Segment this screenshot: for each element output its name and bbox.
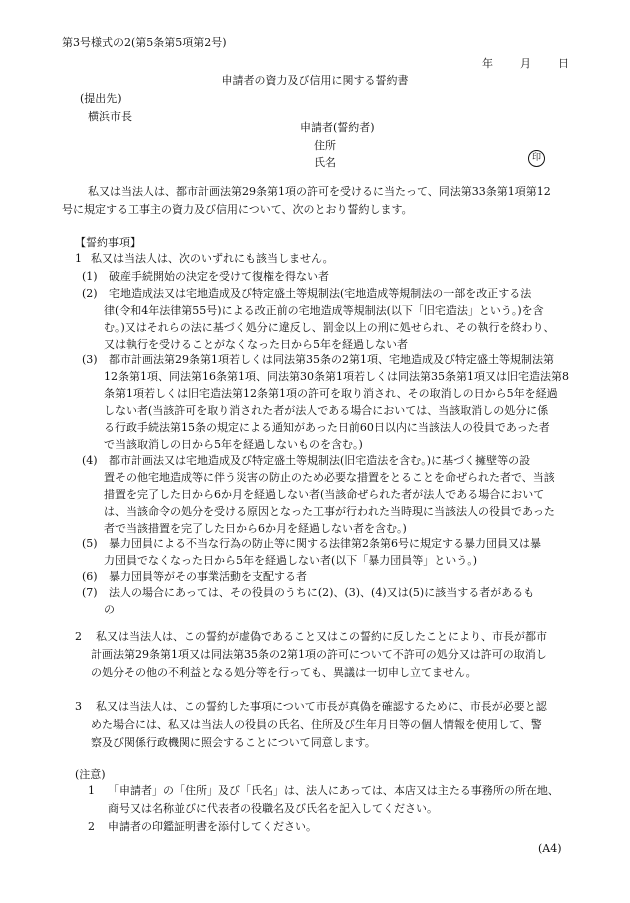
oath-item-1 bbox=[75, 250, 334, 268]
item-line: 私又は当法人は、この誓約した事項について市長が真偽を確認するために、市長が必要と認 bbox=[96, 700, 547, 713]
oath-heading: 【誓約事項】 bbox=[75, 236, 141, 249]
subitem-line: 者で当該措置を完了した日から6か月を経過しない者を含む。) bbox=[104, 522, 407, 535]
subitem-number: (2) bbox=[82, 287, 98, 300]
date-month: 月 bbox=[520, 57, 531, 70]
date-line bbox=[482, 55, 569, 71]
item-line: の処分その他の不利益となる処分等を行っても、異議は一切申し立てません。 bbox=[91, 666, 477, 679]
subitem-number: (4) bbox=[82, 454, 98, 467]
subitem-line: しない者(当該許可を取り消された者が法人である場合においては、当該取消しの処分に係 bbox=[104, 404, 549, 417]
form-number: 第3号様式の2(第5条第5項第2号) bbox=[62, 36, 227, 49]
subitem-line: 12条第1項、同法第16条第1項、同法第30条第1項若しくは同法第35条第1項又は旧宅造法第8 bbox=[104, 370, 569, 383]
submit-to-label: (提出先) bbox=[80, 92, 122, 105]
item-number: 1 bbox=[75, 252, 82, 265]
subitem-number: (6) bbox=[82, 570, 98, 583]
note-number: 1 bbox=[88, 784, 95, 797]
item-line: めた場合には、私又は当法人の役員の氏名、住所及び生年月日等の個人情報を使用して、警 bbox=[91, 718, 542, 731]
seal-mark: 印 bbox=[528, 150, 545, 167]
note-heading: (注意) bbox=[75, 768, 106, 781]
subitem-line: 暴力団員による不当な行為の防止等に関する法律第2条第6号に規定する暴力団員又は暴 bbox=[109, 537, 541, 550]
date-year: 年 bbox=[482, 57, 493, 70]
subitem-number: (3) bbox=[82, 353, 98, 366]
subitem-line: む。)又はそれらの法に基づく処分に違反し、罰金以上の刑に処せられ、その執行を終わり、 bbox=[104, 321, 555, 334]
subitem-line: 法人の場合にあっては、その役員のうちに(2)、(3)、(4)又は(5)に該当する者があるも bbox=[109, 586, 535, 599]
subitem-number: (7) bbox=[82, 586, 98, 599]
item-text: 私又は当法人は、次のいずれにも該当しません。 bbox=[91, 252, 334, 265]
submit-to-value: 横浜市長 bbox=[88, 110, 132, 123]
item-line: 私又は当法人は、この誓約が虚偽であること又はこの誓約に反したことにより、市長が都市 bbox=[96, 630, 547, 643]
paper-size: (A4) bbox=[538, 842, 562, 855]
subitem-line: 条第1項若しくは旧宅造法第12条第1項の許可を取り消され、その取消しの日から5年を経過 bbox=[104, 387, 558, 400]
intro-paragraph bbox=[62, 183, 551, 219]
subitem-number: (1) bbox=[82, 270, 98, 283]
item-line: 察及び関係行政機関に照会することについて同意します。 bbox=[91, 736, 376, 749]
date-day: 日 bbox=[558, 57, 569, 70]
subitem-line: 暴力団員等がその事業活動を支配する者 bbox=[109, 570, 307, 583]
subitem-line: 都市計画法又は宅地造成及び特定盛土等規制法(旧宅造法を含む。)に基づく擁壁等の設 bbox=[109, 454, 531, 467]
item-number: 2 bbox=[75, 630, 82, 643]
note-number: 2 bbox=[88, 820, 95, 833]
item-number: 3 bbox=[75, 700, 82, 713]
intro-line: 私又は当法人は、都市計画法第29条第1項の許可を受けるに当たって、同法第33条第1項第12 bbox=[88, 185, 551, 198]
name-label: 氏名 bbox=[314, 156, 336, 169]
subitem-line: 置その他宅地造成等に伴う災害の防止のため必要な措置をとることを命ぜられた者で、当該 bbox=[104, 471, 555, 484]
subitem-line: 律(令和4年法律第55号)による改正前の宅地造成等規制法(以下「旧宅造法」という。)を含 bbox=[104, 304, 544, 317]
note-line: 商号又は名称並びに代表者の役職名及び氏名を記入してください。 bbox=[108, 802, 438, 815]
note-line: 申請者の印鑑証明書を添付してください。 bbox=[108, 820, 317, 833]
subitem-line: 宅地造成法又は宅地造成及び特定盛土等規制法(宅地造成等規制法の一部を改正する法 bbox=[109, 287, 532, 300]
applicant-label: 申請者(誓約者) bbox=[300, 121, 375, 134]
intro-line: 号に規定する工事主の資力及び信用について、次のとおり誓約します。 bbox=[62, 203, 413, 216]
subitem-number: (5) bbox=[82, 537, 98, 550]
subitem-line: 力団員でなくなった日から5年を経過しない者(以下「暴力団員等」という。) bbox=[104, 554, 478, 567]
item-line: 計画法第29条第1項又は同法第35条の2第1項の許可について不許可の処分又は許可の取消し bbox=[91, 648, 547, 661]
subitem-line: 措置を完了した日から6か月を経過しない者(当該命ぜられた者が法人である場合において bbox=[104, 488, 545, 501]
subitem-line: る行政手続法第15条の規定による通知があった日前60日以内に当該法人の役員であった者 bbox=[104, 421, 550, 434]
subitem-line: 都市計画法第29条第1項若しくは同法第35条の2第1項、宅地造成及び特定盛土等規制法第 bbox=[109, 353, 554, 366]
subitem-line: の bbox=[104, 603, 115, 616]
subitem-line: 又は執行を受けることがなくなった日から5年を経過しない者 bbox=[104, 338, 408, 351]
address-label: 住所 bbox=[314, 139, 336, 152]
note-line: 「申請者」の「住所」及び「氏名」は、法人にあっては、本店又は主たる事務所の所在地、 bbox=[108, 784, 559, 797]
subitem-line: 破産手続開始の決定を受けて復権を得ない者 bbox=[109, 270, 329, 283]
document-title: 申請者の資力及び信用に関する誓約書 bbox=[221, 74, 409, 87]
subitem-line: は、当該命令の処分を受ける原因となった工事が行われた当時現に当該法人の役員であった bbox=[104, 505, 555, 518]
subitem-line: で当該取消しの日から5年を経過しないものを含む。) bbox=[104, 438, 363, 451]
